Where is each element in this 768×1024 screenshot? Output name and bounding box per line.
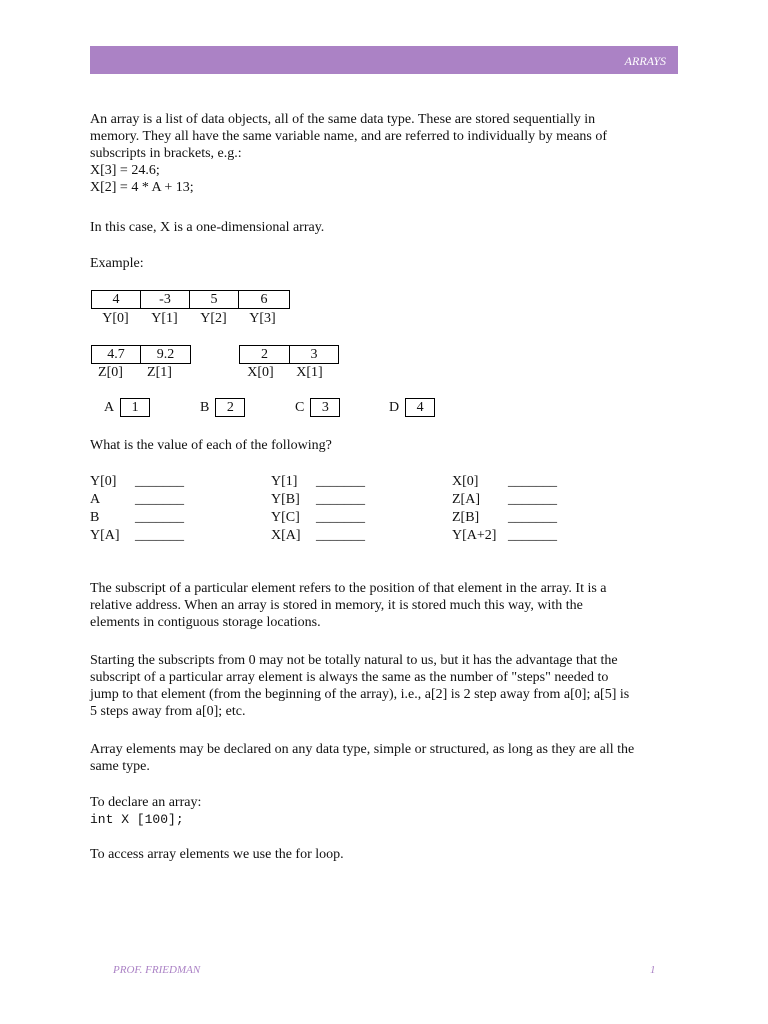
- paragraph-line: elements in contiguous storage locations.: [90, 615, 321, 630]
- header-bar: [90, 46, 678, 74]
- exercise-item: [90, 491, 184, 508]
- zero-index-paragraph: [90, 652, 690, 720]
- array-z-labels: [86, 364, 184, 381]
- array-cell: 3: [289, 345, 339, 364]
- header-title: ARRAYS: [624, 54, 666, 68]
- array-cell: -3: [140, 290, 190, 309]
- variable-a: [104, 398, 150, 417]
- array-index-label: Y[3]: [249, 311, 276, 326]
- exercise-expr: B: [90, 510, 100, 525]
- declare-label: To declare an array:: [90, 795, 202, 810]
- paragraph-line: jump to that element (from the beginning of the array), i.e., a[2] is 2 step away from a[0]; a[5] is: [90, 687, 630, 702]
- array-cell: 2: [239, 345, 290, 364]
- array-x-labels: [236, 364, 334, 381]
- code-example-line: X[2] = 4 * A + 13;: [90, 180, 194, 195]
- variable-value: 3: [310, 398, 340, 417]
- paragraph-line: 5 steps away from a[0]; etc.: [90, 704, 246, 719]
- variable-value: 1: [120, 398, 150, 417]
- array-cell: 9.2: [140, 345, 191, 364]
- answer-blank: _______: [508, 510, 557, 525]
- array-cell: 4.7: [91, 345, 141, 364]
- variable-d: [389, 398, 435, 417]
- array-y-cells: [91, 290, 290, 309]
- access-text: To access array elements we use the for loop.: [90, 847, 344, 862]
- declare-block: [90, 794, 690, 828]
- exercise-item: [90, 527, 184, 544]
- intro-line: memory. They all have the same variable name, and are referred to individually by means of: [90, 129, 608, 144]
- answer-blank: _______: [316, 492, 365, 507]
- intro-line: subscripts in brackets, e.g.:: [90, 146, 242, 161]
- paragraph-line: Array elements may be declared on any data type, simple or structured, as long as they are all the: [90, 742, 635, 757]
- answer-blank: _______: [135, 528, 184, 543]
- exercise-item: [90, 509, 184, 526]
- array-index-label: Y[0]: [102, 311, 129, 326]
- exercise-expr: Z[B]: [452, 510, 480, 525]
- variable-b: [200, 398, 245, 417]
- exercise-expr: X[0]: [452, 474, 479, 489]
- paragraph-line: relative address. When an array is stored in memory, it is stored much this way, with the: [90, 598, 583, 613]
- paragraph-line: The subscript of a particular element refers to the position of that element in the array. It is a: [90, 581, 607, 596]
- exercise-expr: Y[0]: [90, 474, 117, 489]
- answer-blank: _______: [316, 528, 365, 543]
- exercise-item: [271, 527, 365, 544]
- intro-line: An array is a list of data objects, all of the same data type. These are stored sequentially in: [90, 112, 596, 127]
- exercise-expr: Y[A+2]: [452, 528, 497, 543]
- variable-name: D: [389, 400, 400, 415]
- paragraph-line: subscript of a particular array element is always the same as the number of "steps" needed to: [90, 670, 609, 685]
- exercise-expr: Y[1]: [271, 474, 298, 489]
- exercise-item: [271, 491, 365, 508]
- code-example-line: X[3] = 24.6;: [90, 163, 160, 178]
- paragraph-line: same type.: [90, 759, 150, 774]
- exercise-expr: X[A]: [271, 528, 301, 543]
- footer-page-number: 1: [650, 964, 656, 976]
- exercise-expr: Y[B]: [271, 492, 300, 507]
- answer-blank: _______: [508, 474, 557, 489]
- answer-blank: _______: [135, 474, 184, 489]
- subscript-paragraph: [90, 580, 690, 631]
- array-index-label: Y[2]: [200, 311, 227, 326]
- answer-blank: _______: [508, 528, 557, 543]
- answer-blank: _______: [316, 510, 365, 525]
- variable-name: C: [295, 400, 305, 415]
- footer-author: PROF. FRIEDMAN: [113, 964, 201, 976]
- exercise-item: [452, 473, 557, 490]
- array-z-cells: [91, 345, 191, 364]
- array-index-label: Z[1]: [147, 365, 172, 380]
- array-x-cells: [239, 345, 339, 364]
- array-index-label: Z[0]: [98, 365, 123, 380]
- answer-blank: _______: [508, 492, 557, 507]
- exercise-expr: Y[A]: [90, 528, 120, 543]
- variable-name: B: [200, 400, 210, 415]
- intro-paragraph: [90, 111, 690, 196]
- variable-value: 2: [215, 398, 245, 417]
- exercise-expr: A: [90, 492, 101, 507]
- one-dim-text: In this case, X is a one-dimensional array.: [90, 220, 325, 235]
- variable-name: A: [104, 400, 115, 415]
- array-cell: 4: [91, 290, 141, 309]
- variable-c: [295, 398, 340, 417]
- array-index-label: X[0]: [247, 365, 274, 380]
- answer-blank: _______: [135, 510, 184, 525]
- variable-value: 4: [405, 398, 435, 417]
- array-cell: 6: [238, 290, 290, 309]
- array-cell: 5: [189, 290, 239, 309]
- exercise-item: [452, 509, 557, 526]
- declare-code: int X [100];: [90, 812, 184, 827]
- exercise-item: [271, 509, 365, 526]
- exercise-item: [90, 473, 184, 490]
- answer-blank: _______: [316, 474, 365, 489]
- array-index-label: X[1]: [296, 365, 323, 380]
- exercise-expr: Y[C]: [271, 510, 300, 525]
- paragraph-line: Starting the subscripts from 0 may not be totally natural to us, but it has the advantage that the: [90, 653, 618, 668]
- example-label: Example:: [90, 256, 144, 271]
- exercise-expr: Z[A]: [452, 492, 480, 507]
- array-y-labels: [91, 310, 287, 327]
- array-index-label: Y[1]: [151, 311, 178, 326]
- exercise-item: [452, 527, 557, 544]
- exercise-item: [452, 491, 557, 508]
- types-paragraph: [90, 741, 690, 775]
- question-text: What is the value of each of the following?: [90, 438, 332, 453]
- answer-blank: _______: [135, 492, 184, 507]
- exercise-item: [271, 473, 365, 490]
